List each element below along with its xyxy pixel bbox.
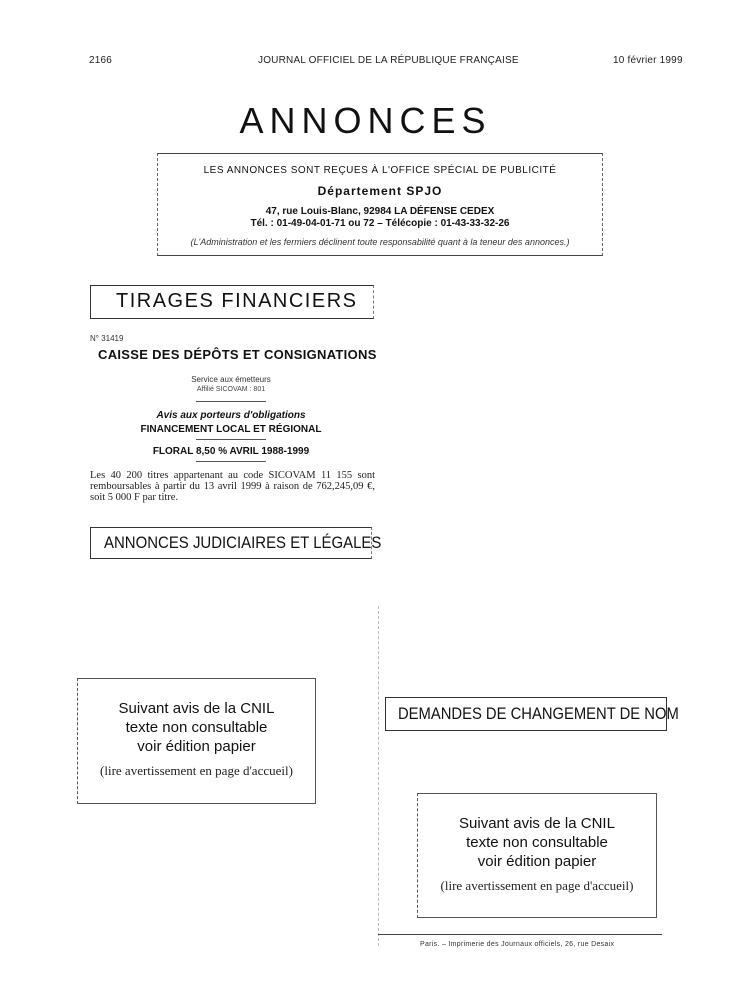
notice-disclaimer: (L'Administration et les fermiers déclinent toute responsabilité quant à la teneur des annonces.): [190, 237, 570, 247]
cnil-line-3: voir édition papier: [137, 738, 256, 755]
cnil-notice-box: [77, 678, 316, 804]
page-number: 2166: [89, 55, 113, 66]
cnil-note: (lire avertissement en page d'accueil): [100, 763, 293, 778]
section-title: TIRAGES FINANCIERS: [116, 290, 358, 312]
announcement-loan: FLORAL 8,50 % AVRIL 1988-1999: [152, 446, 310, 457]
cnil-notice-box: [417, 793, 657, 918]
section-header-tirages: [90, 285, 374, 319]
footer-rule: [378, 934, 662, 935]
divider: [196, 461, 266, 462]
announcement-body: Les 40 200 titres appartenant au code SICOVAM 11 155 sont remboursables à partir du 13 avril 1999 à raison de 762,245,09 €, soit 5 000 F par titre.: [90, 470, 375, 503]
cnil-line-1: Suivant avis de la CNIL: [459, 815, 615, 832]
notice-phone: Tél. : 01-49-04-01-71 ou 72 – Télécopie : 01-43-33-32-26: [250, 218, 510, 229]
publication-notice-box: [157, 153, 603, 256]
issue-date: 10 février 1999: [613, 55, 683, 66]
announcement-service: Service aux émetteurs: [191, 375, 271, 384]
column-separator: [378, 606, 379, 946]
printer-imprint: Paris. – Imprimerie des Journaux officiels, 26, rue Desaix: [420, 941, 615, 948]
announcement-financing: FINANCEMENT LOCAL ET RÉGIONAL: [140, 424, 322, 435]
notice-intro: LES ANNONCES SONT REÇUES À L'OFFICE SPÉCIAL DE PUBLICITÉ: [203, 165, 557, 176]
cnil-note: (lire avertissement en page d'accueil): [440, 878, 634, 893]
section-title: DEMANDES DE CHANGEMENT DE NOM: [398, 704, 679, 723]
announcement-affiliate: Affilié SICOVAM : 801: [196, 386, 266, 393]
cnil-line-2: texte non consultable: [125, 719, 268, 736]
section-header-noms: [385, 697, 679, 731]
announcement-organisation: CAISSE DES DÉPÔTS ET CONSIGNATIONS: [98, 347, 377, 362]
cnil-line-2: texte non consultable: [466, 834, 608, 851]
journal-title: JOURNAL OFFICIEL DE LA RÉPUBLIQUE FRANÇAISE: [258, 55, 519, 66]
divider: [196, 401, 266, 402]
section-header-judiciaires: [90, 527, 382, 559]
announcement-number: N° 31419: [90, 334, 124, 343]
notice-department: Département SPJO: [317, 184, 443, 198]
announcement-notice-title: Avis aux porteurs d'obligations: [156, 410, 306, 421]
section-title: ANNONCES JUDICIAIRES ET LÉGALES: [104, 533, 382, 552]
divider: [196, 439, 266, 440]
cnil-line-3: voir édition papier: [477, 853, 597, 870]
notice-address: 47, rue Louis-Blanc, 92984 LA DÉFENSE CEDEX: [265, 206, 495, 217]
page-title: ANNONCES: [239, 100, 492, 141]
cnil-line-1: Suivant avis de la CNIL: [118, 700, 275, 717]
